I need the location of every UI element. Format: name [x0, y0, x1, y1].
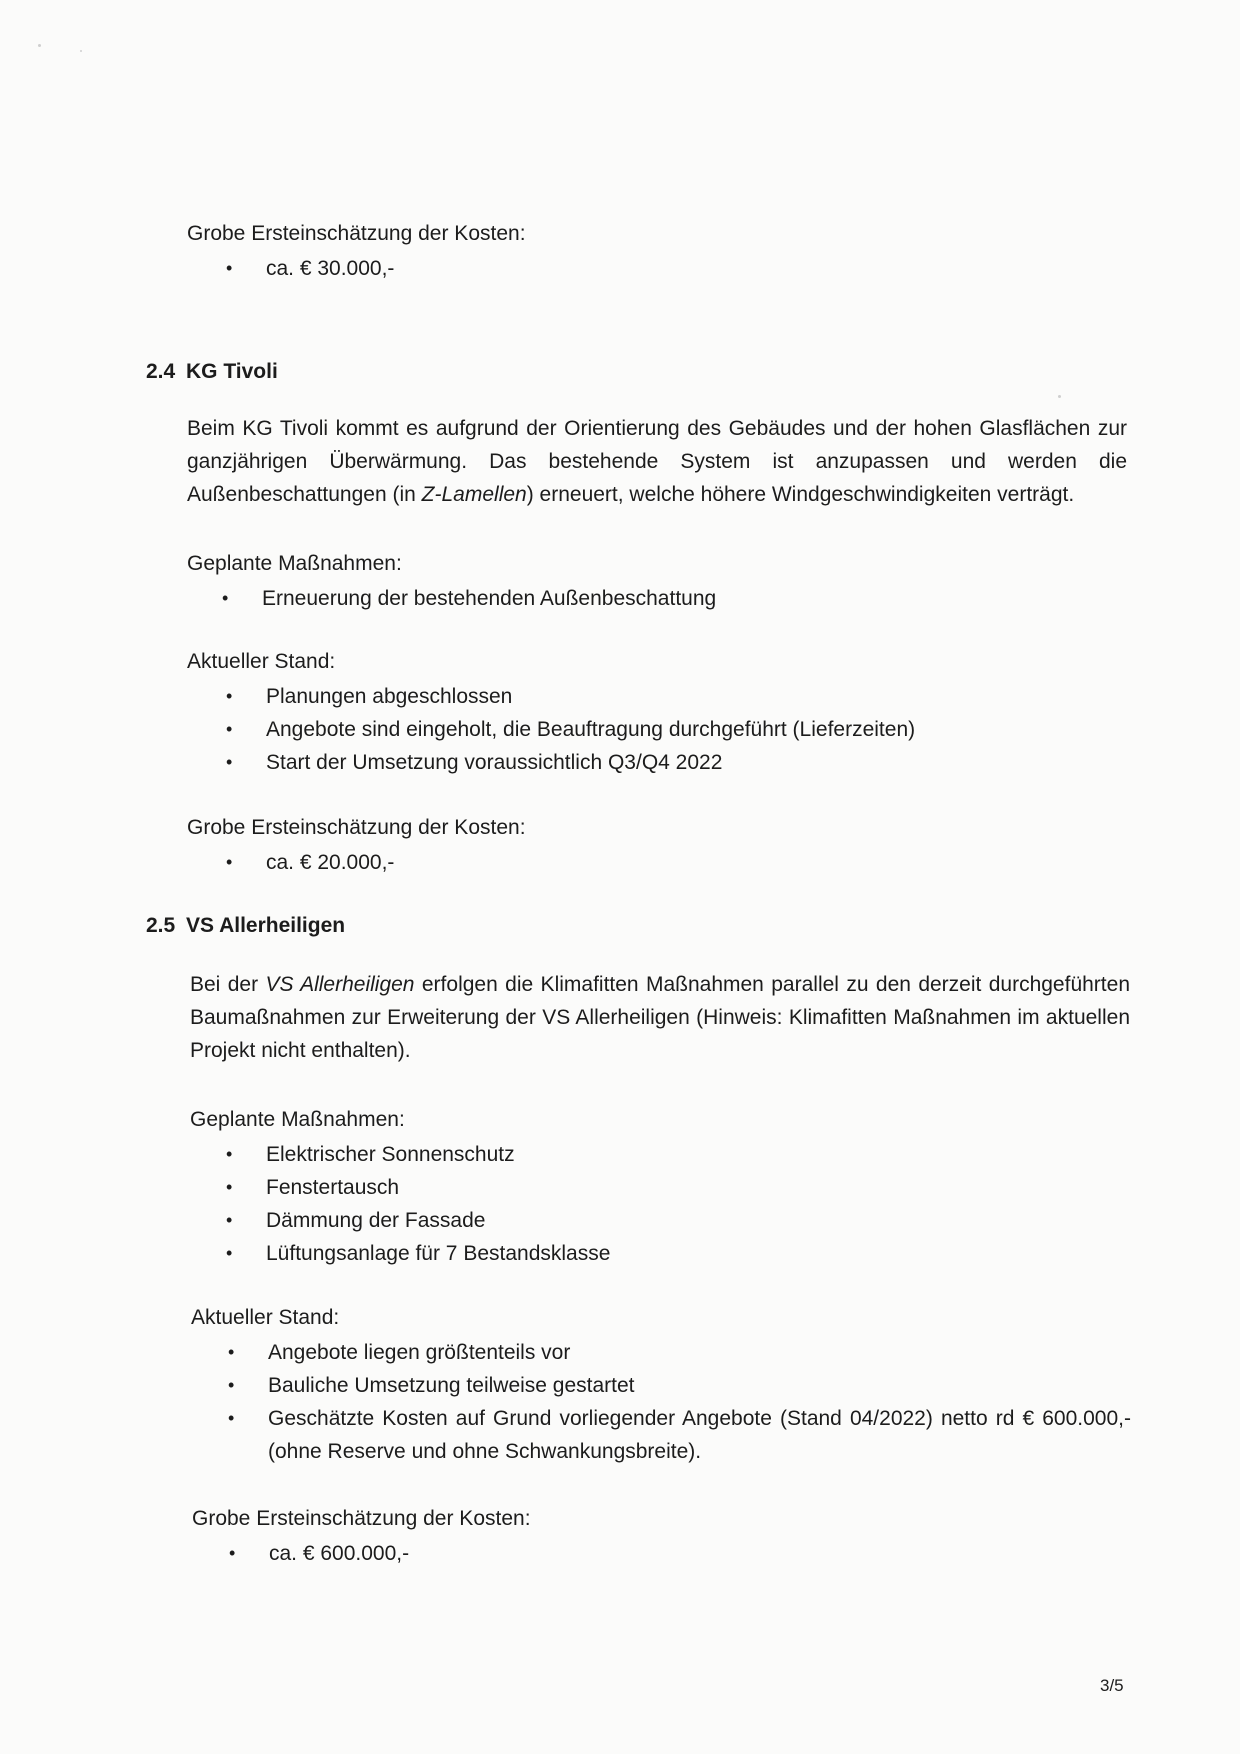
bullet-icon: • [228, 1342, 235, 1362]
section-title: KG Tivoli [186, 360, 278, 383]
bullet-icon: • [222, 588, 229, 608]
cost-estimate-2-4 [187, 814, 1127, 879]
status-list [228, 1336, 1131, 1468]
list-item: • Angebote liegen größtenteils vor [228, 1336, 1131, 1369]
cost-estimate-top [187, 220, 1127, 285]
planned-list [226, 1138, 1130, 1270]
list-item: • Erneuerung der bestehenden Außenbeschattung [222, 582, 1127, 615]
list-item: • Angebote sind eingeholt, die Beauftragung durchgeführt (Lieferzeiten) [226, 713, 1127, 746]
scan-speck [1058, 395, 1061, 398]
page-number: 3/5 [1100, 1676, 1124, 1695]
scan-speck [38, 44, 41, 47]
status-label: Aktueller Stand: [187, 650, 336, 673]
bullet-icon: • [228, 1375, 235, 1395]
bullet-icon: • [226, 752, 233, 772]
cost-label: Grobe Ersteinschätzung der Kosten: [192, 1507, 531, 1530]
cost-list [226, 846, 1127, 879]
list-item: • ca. € 20.000,- [226, 846, 1127, 879]
list-item: • Fenstertausch [226, 1171, 1130, 1204]
current-status-2-4 [187, 648, 1127, 779]
status-list [226, 680, 1127, 779]
status-label: Aktueller Stand: [191, 1306, 340, 1329]
italic-term: VS Allerheiligen [265, 973, 415, 996]
bullet-icon: • [226, 852, 233, 872]
cost-list [229, 1537, 1132, 1570]
bullet-icon: • [226, 719, 233, 739]
planned-label: Geplante Maßnahmen: [190, 1108, 405, 1131]
bullet-icon: • [226, 1144, 233, 1164]
planned-measures-2-5 [190, 1106, 1130, 1270]
list-item: • Bauliche Umsetzung teilweise gestartet [228, 1369, 1131, 1402]
section-2-4-paragraph: Beim KG Tivoli kommt es aufgrund der Orientierung des Gebäudes und der hohen Glasflächen zur ganzjährigen Überwärmung. Das bestehende System ist anzupassen und werden die Außenbeschattungen (in Z-Lamellen) erneuert, welche höhere Windgeschwindigkeiten verträgt. [187, 417, 1127, 506]
list-item: • ca. € 30.000,- [226, 252, 1127, 285]
cost-list [226, 252, 1127, 285]
cost-estimate-2-5 [192, 1505, 1132, 1570]
list-item: • Lüftungsanlage für 7 Bestandsklasse [226, 1237, 1130, 1270]
section-2-5-paragraph: Bei der VS Allerheiligen erfolgen die Klimafitten Maßnahmen parallel zu den derzeit durchgeführten Baumaßnahmen zur Erweiterung der VS Allerheiligen (Hinweis: Klimafitten Maßnahmen im aktuellen Projekt nicht enthalten). [190, 973, 1130, 1062]
planned-label: Geplante Maßnahmen: [187, 552, 402, 575]
bullet-icon: • [226, 1243, 233, 1263]
bullet-icon: • [226, 1210, 233, 1230]
italic-term: Z-Lamellen [421, 483, 527, 506]
section-number: 2.5 [146, 914, 176, 937]
planned-list [222, 582, 1127, 615]
bullet-icon: • [226, 686, 233, 706]
list-item: • Planungen abgeschlossen [226, 680, 1127, 713]
list-item: • Elektrischer Sonnenschutz [226, 1138, 1130, 1171]
scan-speck [80, 50, 82, 52]
current-status-2-5 [191, 1304, 1131, 1468]
bullet-icon: • [229, 1543, 236, 1563]
bullet-icon: • [226, 1177, 233, 1197]
cost-label: Grobe Ersteinschätzung der Kosten: [187, 222, 526, 245]
list-item: • ca. € 600.000,- [229, 1537, 1132, 1570]
list-item: • Geschätzte Kosten auf Grund vorliegender Angebote (Stand 04/2022) netto rd € 600.000,- (ohne Reserve und ohne Schwankungsbreite). [228, 1402, 1131, 1468]
section-heading-2-5 [146, 912, 345, 940]
list-item: • Start der Umsetzung voraussichtlich Q3/Q4 2022 [226, 746, 1127, 779]
bullet-icon: • [228, 1408, 235, 1428]
list-item: • Dämmung der Fassade [226, 1204, 1130, 1237]
bullet-icon: • [226, 258, 233, 278]
planned-measures-2-4 [187, 550, 1127, 615]
section-heading-2-4 [146, 358, 278, 386]
section-title: VS Allerheiligen [186, 914, 346, 937]
cost-label: Grobe Ersteinschätzung der Kosten: [187, 816, 526, 839]
section-number: 2.4 [146, 360, 176, 383]
